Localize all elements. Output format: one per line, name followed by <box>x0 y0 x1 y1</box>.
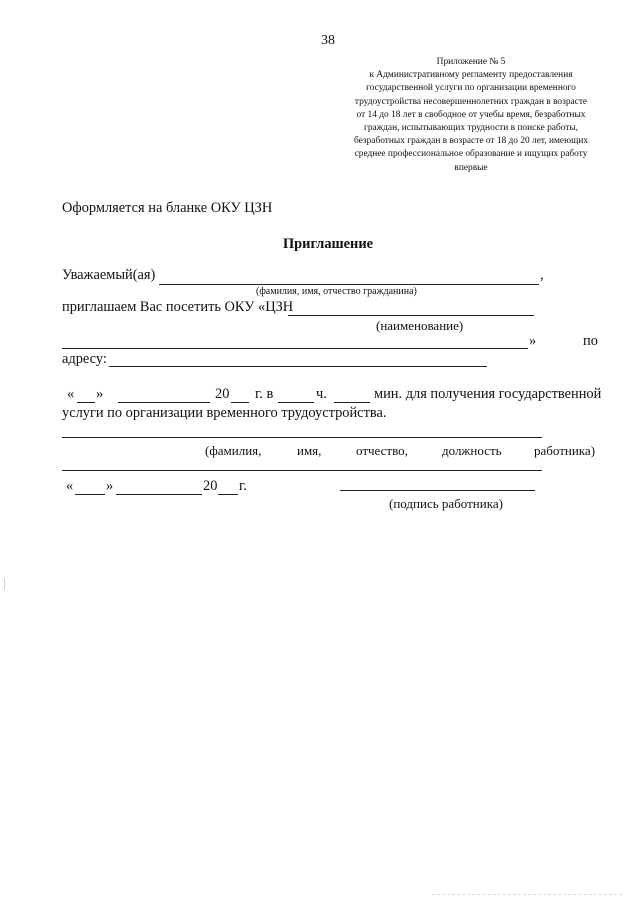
worker-info-line-2[interactable] <box>62 470 542 471</box>
annex-line: граждан, испытывающих трудности в поиске работы, <box>363 123 579 134</box>
form-title: Приглашение <box>282 236 374 252</box>
recipient-name-caption: (фамилия, имя, отчество гражданина) <box>256 286 417 297</box>
sign-day-line[interactable] <box>75 494 105 495</box>
scan-edge-mark <box>4 578 5 590</box>
year-suffix: г. в <box>255 386 274 402</box>
annex-line: к Административному регламенту предоставления <box>369 70 573 81</box>
year-prefix: 20 <box>215 386 230 402</box>
caption-position: должность <box>442 443 502 458</box>
blank-note: Оформляется на бланке ОКУ ЦЗН <box>62 200 273 216</box>
signature-caption: (подпись работника) <box>389 496 503 511</box>
center-name-caption: (наименование) <box>376 318 464 333</box>
date-quote-open: « <box>67 386 75 402</box>
sign-quote-close: » <box>106 478 114 494</box>
sign-year-prefix: 20 <box>203 478 218 494</box>
annex-header <box>300 56 640 175</box>
annex-line: государственной услуги по организации временного <box>366 83 576 94</box>
hour-line[interactable] <box>278 402 314 403</box>
greeting-comma: , <box>540 267 544 283</box>
caption-patronymic: отчество, <box>356 443 408 458</box>
recipient-name-line[interactable] <box>159 284 539 285</box>
annex-line: от 14 до 18 лет в свободное от учебы время, безработных <box>356 109 586 120</box>
invite-text: приглашаем Вас посетить ОКУ «ЦЗН <box>62 299 294 315</box>
annex-line: трудоустройства несовершеннолетних граждан в возрасте <box>354 96 588 107</box>
address-label: адресу: <box>62 351 107 367</box>
page-number: 38 <box>321 33 335 48</box>
day-line[interactable] <box>77 402 95 403</box>
caption-worker: работника) <box>534 443 596 458</box>
minute-line[interactable] <box>334 402 370 403</box>
sign-month-line[interactable] <box>116 494 202 495</box>
sign-year-line[interactable] <box>218 494 238 495</box>
worker-info-line-1[interactable] <box>62 437 542 438</box>
po-word: по <box>583 333 598 349</box>
quote-close: » <box>529 333 537 349</box>
service-text: услуги по организации временного трудоустройства. <box>62 405 387 421</box>
date-quote-close: » <box>96 386 104 402</box>
scan-footer-artifact <box>432 894 622 895</box>
annex-line: безработных граждан в возрасте от 18 до 20 лет, имеющих <box>353 136 589 147</box>
greeting-label: Уважаемый(ая) <box>62 267 156 283</box>
year-line[interactable] <box>231 402 249 403</box>
annex-line: среднее профессиональное образование и ищущих работу <box>354 149 588 160</box>
month-line[interactable] <box>118 402 210 403</box>
hour-label: ч. <box>316 386 327 402</box>
sign-year-suffix: г. <box>239 478 247 494</box>
caption-name: имя, <box>297 443 322 458</box>
annex-line: Приложение № 5 <box>436 57 506 67</box>
minute-label: мин. для получения государственной <box>374 386 602 402</box>
signature-line[interactable] <box>340 490 535 491</box>
sign-quote-open: « <box>66 478 74 494</box>
center-name-line[interactable] <box>288 315 534 316</box>
address-line[interactable] <box>109 366 487 367</box>
center-name-continuation-line[interactable] <box>62 348 528 349</box>
annex-line: впервые <box>454 162 488 173</box>
caption-surname: (фамилия, <box>205 443 262 458</box>
